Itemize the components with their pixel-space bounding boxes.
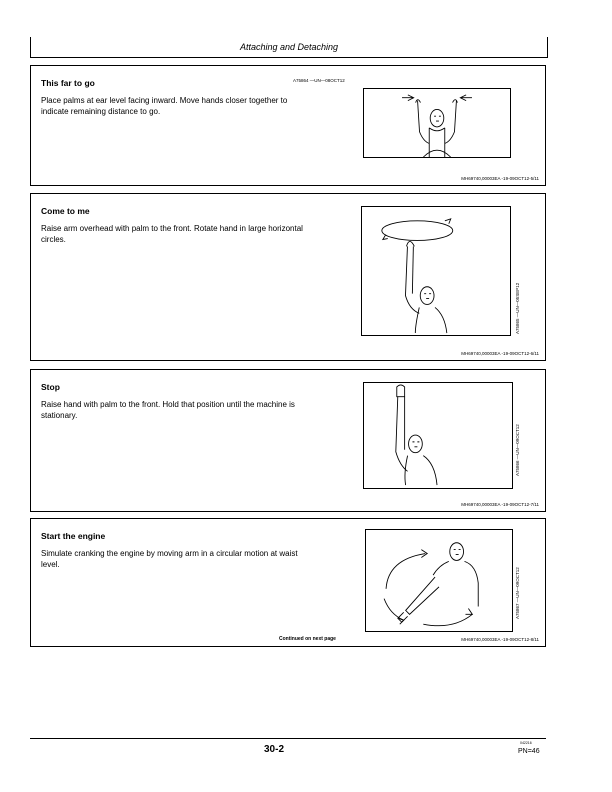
section-title: Come to me — [41, 206, 90, 216]
arm-circle-signal-icon — [361, 206, 511, 336]
section-this-far-to-go — [30, 65, 546, 186]
section-stop — [30, 369, 546, 512]
section-title: Start the engine — [41, 531, 106, 541]
section-body: Simulate cranking the engine by moving arm in a circular motion at waist level. — [41, 549, 298, 569]
reference-code: MH69740,00003EA -19-09OCT12-6/11 — [461, 351, 539, 356]
figure-code: A75866 —UN—09OCT12 — [515, 424, 520, 476]
reference-code: MH69740,00003EA -19-09OCT12-7/11 — [461, 502, 539, 507]
hands-closer-signal-icon — [363, 88, 511, 158]
section-body: Raise arm overhead with palm to the front. Rotate hand in large horizontal circles. — [41, 224, 303, 244]
page-header-title: Attaching and Detaching — [239, 42, 339, 52]
section-title: Stop — [41, 382, 60, 392]
reference-code: MH69740,00003EA -19-09OCT12-8/11 — [461, 637, 539, 642]
figure-code: A75867 —UN—09OCT12 — [515, 567, 520, 619]
raised-hand-stop-icon — [363, 382, 513, 489]
footer-rule — [30, 738, 546, 739]
pn-number: PN=46 — [518, 748, 540, 755]
reference-code: MH69740,00003EA -19-09OCT12-5/11 — [461, 176, 539, 181]
section-title: This far to go — [41, 78, 95, 88]
section-start-the-engine — [30, 518, 546, 647]
figure-code: A75864 —UN—08OCT12 — [293, 78, 345, 83]
section-body: Raise hand with palm to the front. Hold that position until the machine is stationary. — [41, 400, 295, 420]
continued-note: Continued on next page — [279, 636, 336, 642]
footer-code: 042216 — [520, 741, 532, 745]
figure-code: A75865 —UN—05SEP12 — [515, 282, 520, 334]
cranking-motion-icon — [365, 529, 513, 632]
page-number: 30-2 — [264, 744, 285, 755]
section-body: Place palms at ear level facing inward. Move hands closer together to indicate remaining distance to go. — [41, 96, 288, 116]
section-come-to-me — [30, 193, 546, 361]
